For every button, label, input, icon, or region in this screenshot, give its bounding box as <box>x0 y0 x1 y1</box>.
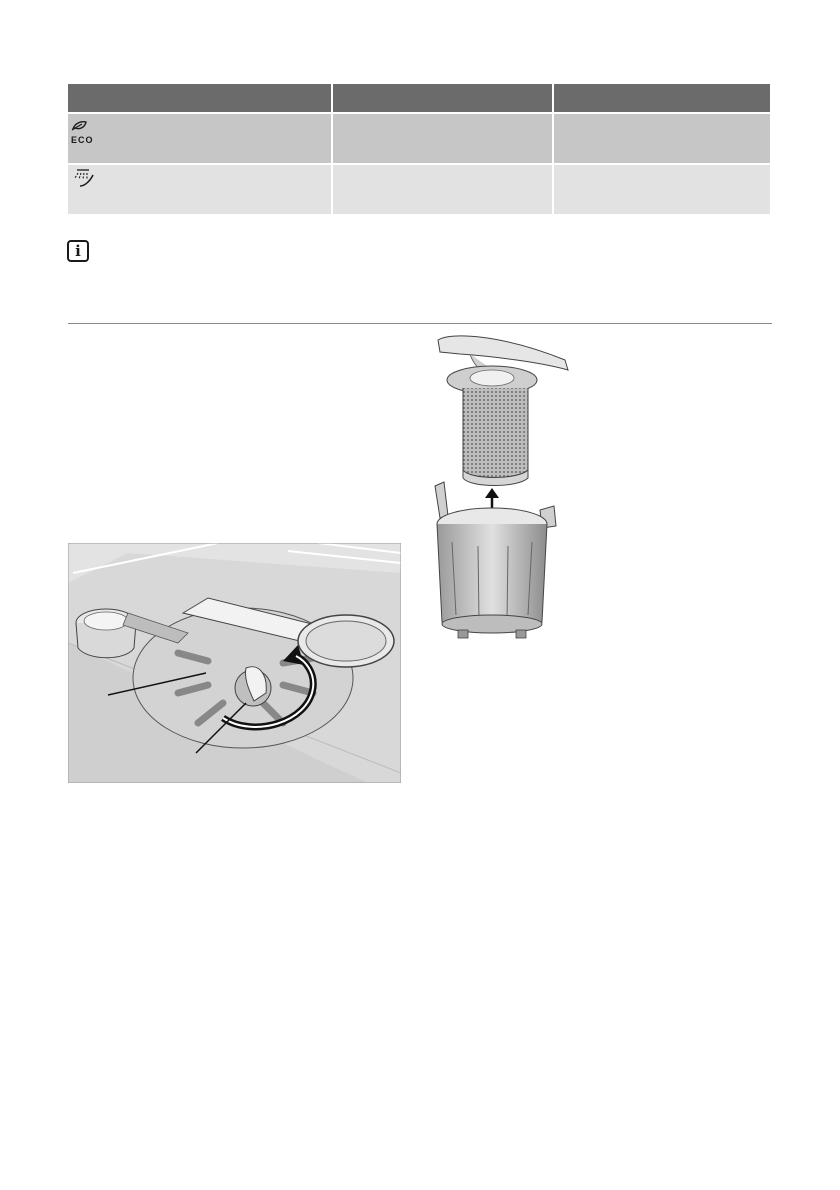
table-cell <box>554 112 770 163</box>
section-divider <box>68 323 772 324</box>
table-header-cell <box>333 84 554 112</box>
mesh-filter-icon <box>463 388 528 486</box>
table-cell-programme <box>68 163 333 214</box>
table-header-cell <box>68 84 333 112</box>
table-cell <box>333 163 554 214</box>
info-icon: i <box>67 240 89 262</box>
eco-label: ECO <box>71 135 94 145</box>
filter-assembly-figure <box>430 330 580 650</box>
rinse-spray-icon <box>68 165 331 194</box>
coarse-filter-icon <box>435 482 556 638</box>
table-row <box>68 112 770 163</box>
eco-leaf-icon <box>68 114 331 145</box>
table-cell <box>554 163 770 214</box>
table-cell-programme <box>68 112 333 163</box>
table-row <box>68 163 770 214</box>
table-cell <box>333 112 554 163</box>
programme-table <box>68 84 770 214</box>
table-header-row <box>68 84 770 112</box>
sump-filter-figure <box>68 543 401 783</box>
table-header-cell <box>554 84 770 112</box>
